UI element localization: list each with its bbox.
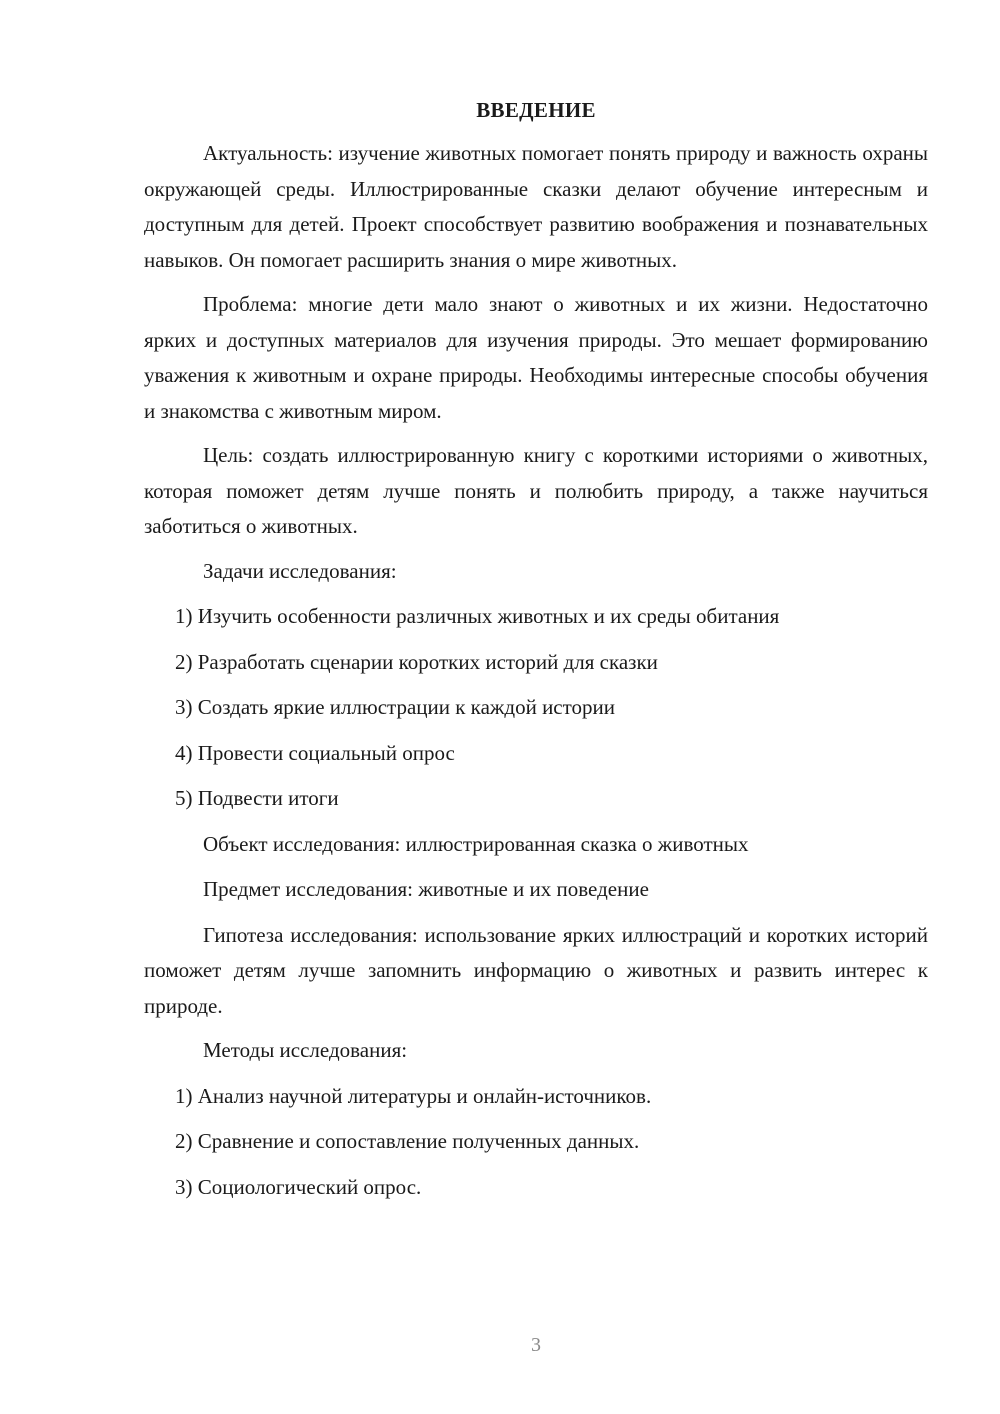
method-item-1: 1) Анализ научной литературы и онлайн-источников.	[175, 1083, 652, 1108]
task-item-3: 3) Создать яркие иллюстрации к каждой истории	[175, 695, 616, 719]
task-item-1: 1) Изучить особенности различных животных и их среды обитания	[175, 604, 780, 628]
task-item-2: 2) Разработать сценарии коротких историй для сказки	[175, 649, 658, 674]
page-number: 3	[531, 1334, 541, 1356]
method-item-2: 2) Сравнение и сопоставление полученных данных.	[175, 1129, 640, 1153]
paragraph-goal: Цель: создать иллюстрированную книгу с короткими историями о животных, которая поможет детям лучше понять и полюбить природу, а также научиться заботиться о животных.	[144, 443, 928, 538]
document-page	[144, 96, 928, 1215]
task-item-4: 4) Провести социальный опрос	[175, 740, 455, 765]
paragraph-hypothesis: Гипотеза исследования: использование ярких иллюстраций и коротких историй поможет детям лучше запомнить информацию о животных и развить интерес к природе.	[144, 922, 928, 1018]
method-item-3: 3) Социологический опрос.	[175, 1174, 422, 1199]
tasks-heading: Задачи исследования:	[203, 558, 397, 583]
paragraph-relevance: Актуальность: изучение животных помогает понять природу и важность охраны окружающей среды. Иллюстрированные сказки делают обучение интересным и доступным для детей. Проект способствует развитию воображения и познавательных навыков. Он помогает расширить знания о мире животных.	[144, 141, 928, 272]
task-item-5: 5) Подвести итоги	[175, 786, 339, 810]
research-subject: Предмет исследования: животные и их поведение	[203, 877, 649, 901]
page-title: ВВЕДЕНИЕ	[476, 98, 596, 122]
research-object: Объект исследования: иллюстрированная сказка о животных	[203, 831, 749, 856]
methods-heading: Методы исследования:	[203, 1038, 408, 1062]
paragraph-problem: Проблема: многие дети мало знают о животных и их жизни. Недостаточно ярких и доступных материалов для изучения природы. Это мешает формированию уважения к животным и охране природы. Необходимы интересные способы обучения и знакомства с животным миром.	[144, 292, 928, 423]
